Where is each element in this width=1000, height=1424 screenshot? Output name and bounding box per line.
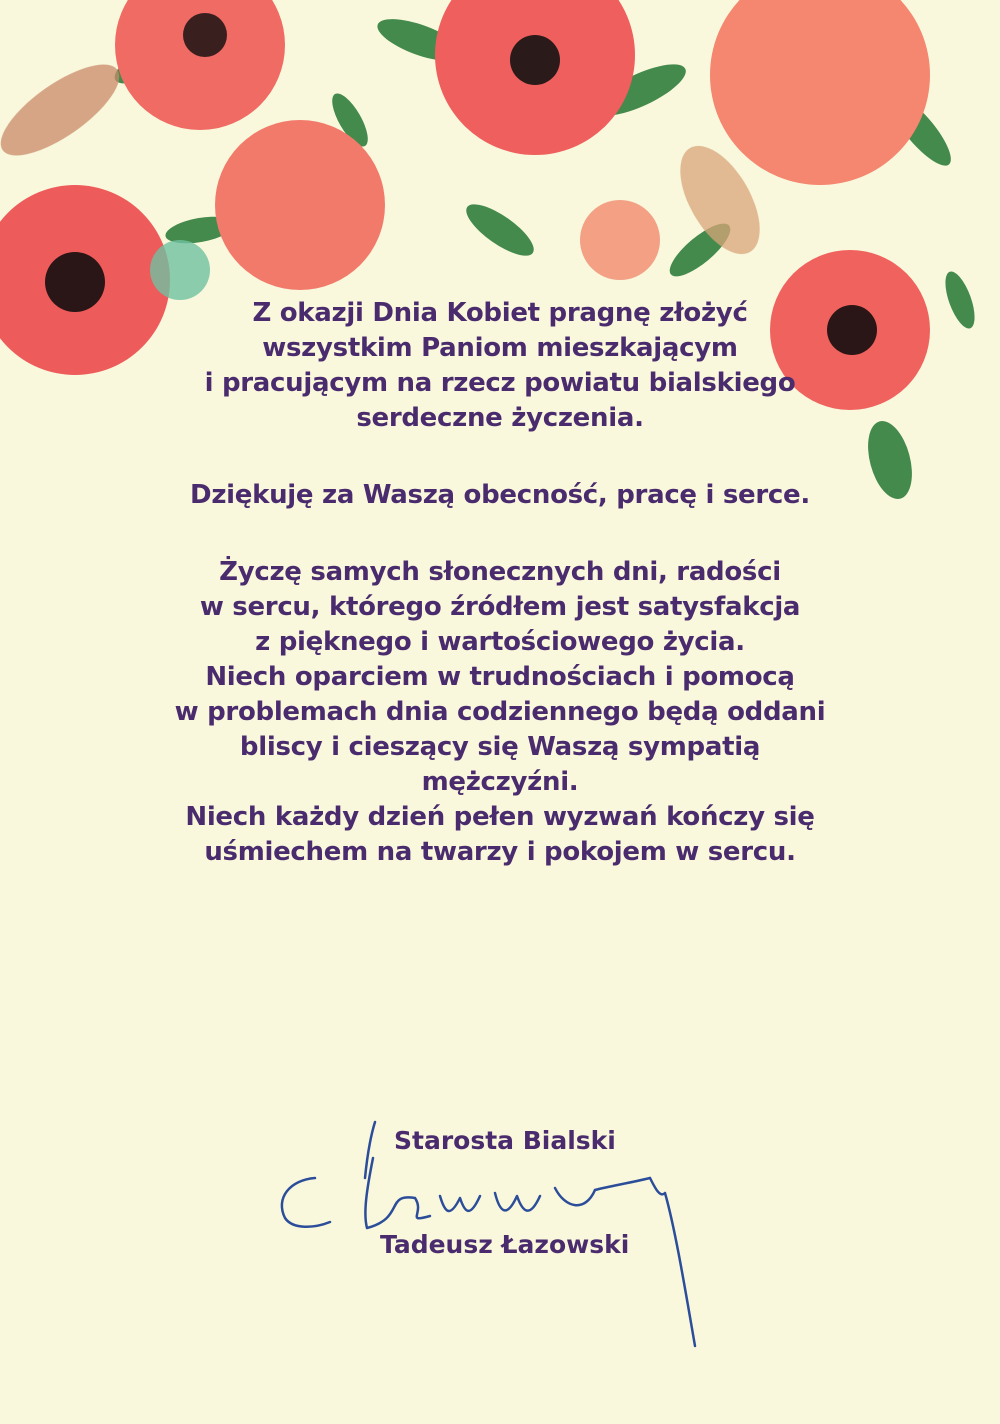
text-line: z pięknego i wartościowego życia. [255,627,745,657]
greeting-text [60,296,940,870]
paragraph-wishes-intro [60,296,940,436]
text-line: Niech każdy dzień pełen wyzwań kończy się [185,802,815,832]
paragraph-wishes [60,555,940,870]
text-line: mężczyźni. [421,767,579,797]
text-line: w problemach dnia codziennego będą oddani [174,697,826,727]
text-line: Niech oparciem w trudnościach i pomocą [205,662,795,692]
text-line: w sercu, którego źródłem jest satysfakcja [199,592,801,622]
signatory-name: Tadeusz Łazowski [380,1230,630,1259]
text-line: Dziękuję za Waszą obecność, pracę i serce. [190,480,810,510]
text-line: serdeczne życzenia. [356,403,644,433]
text-line: bliscy i cieszący się Waszą sympatią [239,732,761,762]
text-line: Życzę samych słonecznych dni, radości [219,557,781,587]
signatory-title: Starosta Bialski [394,1126,616,1155]
paragraph-thanks [60,478,940,513]
text-line: i pracującym na rzecz powiatu bialskiego [204,368,796,398]
text-line: wszystkim Paniom mieszkającym [262,333,738,363]
text-line: Z okazji Dnia Kobiet pragnę złożyć [252,298,748,328]
text-line: uśmiechem na twarzy i pokojem w sercu. [204,837,796,867]
